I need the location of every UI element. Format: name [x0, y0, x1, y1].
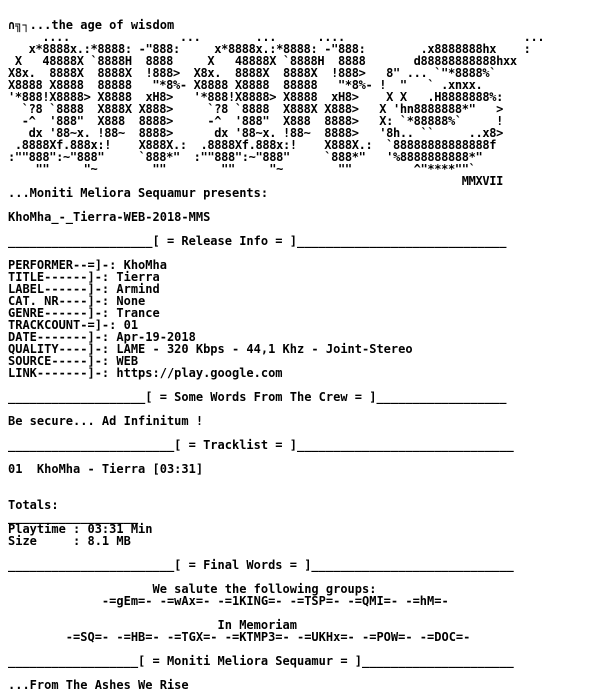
totals-size: Size : 8.1 MB: [8, 534, 131, 548]
info-link: LINK-------]-: https://play.google.com: [8, 366, 283, 380]
info-performer: PERFORMER--=]-: KhoMha: [8, 258, 167, 272]
ascii-logo: [8, 31, 592, 187]
info-source: SOURCE-----]-: WEB: [8, 354, 139, 368]
ascii-logo-line: '*888!X8888> X8888 xH8> '*888!X8888> X8888 xH8> X X .H8888888%:: [8, 90, 503, 104]
section-header-crew-words: ___________________[ = Some Words From The Crew = ]__________________: [8, 390, 507, 404]
info-cat-nr: CAT. NR----]-: None: [8, 294, 146, 308]
footer-line: ...From The Ashes We Rise: [8, 678, 189, 692]
info-genre: GENRE------]-: Trance: [8, 306, 160, 320]
salute-heading: We salute the following groups:: [8, 582, 377, 596]
tracklist-item: 01 KhoMha - Tierra [03:31]: [8, 462, 204, 476]
release-name: KhoMha_-_Tierra-WEB-2018-MMS: [8, 210, 211, 224]
totals-heading: Totals:: [8, 498, 59, 512]
memoriam-heading: In Memoriam: [8, 618, 297, 632]
memoriam-groups: -=SQ=- -=HB=- -=TGX=- -=KTMP3=- -=UKHx=- -=POW=- -=DOC=-: [8, 630, 471, 644]
ascii-logo-line: .... ... ... .... ...: [8, 30, 545, 44]
section-header-mms: __________________[ = Moniti Meliora Sequamur = ]_____________________: [8, 654, 514, 668]
section-header-tracklist: _______________________[ = Tracklist = ]______________________________: [8, 438, 514, 452]
ascii-logo-line: :""888":~"888" `888*" :""888":~"888" `888*" '%8888888888*": [8, 150, 483, 164]
crew-words-text: Be secure... Ad Infinitum !: [8, 414, 204, 428]
info-date: DATE-------]-: Apr-19-2018: [8, 330, 196, 344]
ascii-logo-line: .8888Xf.888x:! X888X.: .8888Xf.888x:! X888X.: `88888888888888f: [8, 138, 497, 152]
ascii-logo-line: x*8888x.:*8888: -"888: x*8888x.:*8888: -"888: .x8888888hx :: [8, 42, 531, 56]
totals-rule: __________________: [8, 510, 139, 524]
section-header-final-words: _______________________[ = Final Words = ]____________________________: [8, 558, 514, 572]
presents-line: ...Moniti Meliora Sequamur presents:: [8, 186, 269, 200]
ascii-logo-year: MMXVII: [8, 174, 503, 188]
ascii-logo-line: X8x. 8888X 8888X !888> X8x. 8888X 8888X !888> 8" ... `"*8888%`: [8, 66, 497, 80]
ascii-logo-line: "" "~ "" "" "~ "" ^"****""`: [8, 162, 476, 176]
ascii-logo-line: -^ '888" X888 8888> -^ '888" X888 8888> X: `*88888%` !: [8, 114, 503, 128]
ascii-logo-line: X8888 X8888 88888 "*8%- X8888 X8888 88888 "*8%- ! " ` .xnxx.: [8, 78, 483, 92]
info-title: TITLE------]-: Tierra: [8, 270, 160, 284]
ascii-logo-line: `?8 `8888 X888X X888> `?8 `8888 X888X X888> X 'hn8888888*" >: [8, 102, 503, 116]
salute-groups: -=gEm=- -=wAx=- -=1KING=- -=TSP=- -=QMI=- -=hM=-: [8, 594, 449, 608]
ascii-logo-line: dx '88~x. !88~ 8888> dx '88~x. !88~ 8888> '8h.. `` ..x8>: [8, 126, 503, 140]
ascii-logo-line: X 48888X `8888H 8888 X 48888X `8888H 8888 d88888888888hxx: [8, 54, 517, 68]
section-header-release-info: ____________________[ = Release Info = ]_____________________________: [8, 234, 507, 248]
header-line: ∩╗┐...the age of wisdom: [8, 18, 175, 32]
info-quality: QUALITY----]-: LAME - 320 Kbps - 44,1 Khz - Joint-Stereo: [8, 342, 413, 356]
info-trackcount: TRACKCOUNT-=]-: 01: [8, 318, 139, 332]
totals-playtime: Playtime : 03:31 Min: [8, 522, 153, 536]
info-label: LABEL------]-: Armind: [8, 282, 160, 296]
